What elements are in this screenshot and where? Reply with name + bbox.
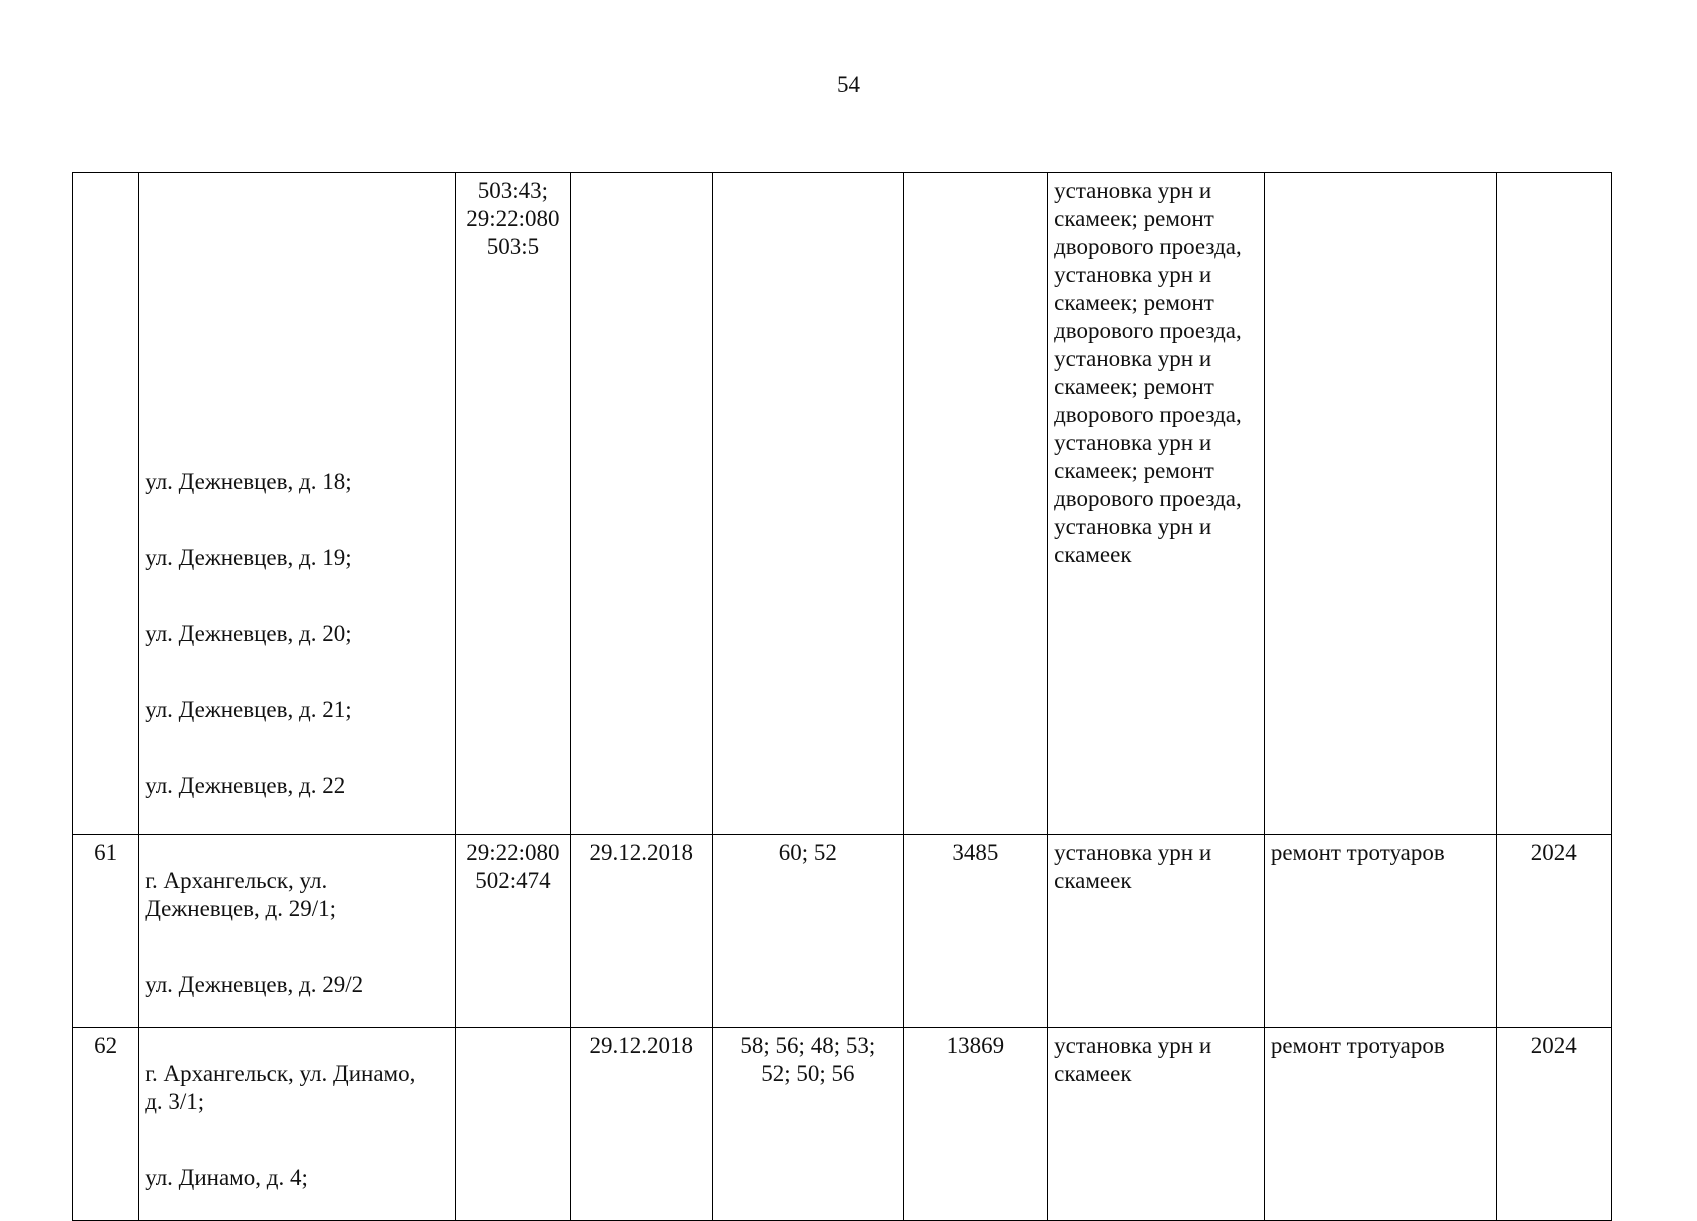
improvement-table: [72, 172, 1612, 1221]
date-cell: 29.12.2018: [570, 1028, 712, 1221]
address-line: г. Архангельск, ул. Дежневцев, д. 29/1;: [145, 868, 337, 921]
address-cell: [139, 173, 456, 835]
year-cell: 2024: [1496, 1028, 1611, 1221]
address-line: ул. Дежневцев, д. 21;: [145, 697, 352, 722]
values-cell: 60; 52: [713, 835, 904, 1028]
values-cell: [713, 173, 904, 835]
row-number-cell: 62: [73, 1028, 139, 1221]
row-number-cell: [73, 173, 139, 835]
page-number: 54: [837, 72, 860, 97]
date-cell: [570, 173, 712, 835]
address-line: ул. Дежневцев, д. 29/2: [145, 972, 364, 997]
address-line: ул. Дежневцев, д. 20;: [145, 621, 352, 646]
minimal-works-cell: установка урн и скамеек: [1048, 1028, 1265, 1221]
table-row: [73, 835, 1612, 1028]
address-line: ул. Динамо, д. 4;: [145, 1165, 308, 1190]
year-cell: 2024: [1496, 835, 1611, 1028]
address-cell: [139, 835, 456, 1028]
additional-works-cell: ремонт тротуаров: [1264, 1028, 1496, 1221]
additional-works-cell: ремонт тротуаров: [1264, 835, 1496, 1028]
address-line: г. Архангельск, ул. Динамо, д. 3/1;: [145, 1061, 416, 1114]
table-row: [73, 173, 1612, 835]
area-cell: 3485: [903, 835, 1047, 1028]
additional-works-cell: [1264, 173, 1496, 835]
cadastral-number-cell: 29:22:080 502:474: [456, 835, 570, 1028]
address-line: ул. Дежневцев, д. 22: [145, 773, 346, 798]
area-cell: 13869: [903, 1028, 1047, 1221]
minimal-works-cell: установка урн и скамеек; ремонт дворового проезда, установка урн и скамеек; ремонт дворового проезда, установка урн и скамеек; ремонт дворового проезда, установка урн и скамеек; ремонт дворового проезда, установка урн и скамеек: [1048, 173, 1265, 835]
table-row: [73, 1028, 1612, 1221]
address-cell: [139, 1028, 456, 1221]
date-cell: 29.12.2018: [570, 835, 712, 1028]
year-cell: [1496, 173, 1611, 835]
cadastral-number-cell: [456, 1028, 570, 1221]
address-line: ул. Дежневцев, д. 18;: [145, 469, 352, 494]
values-cell: 58; 56; 48; 53; 52; 50; 56: [713, 1028, 904, 1221]
minimal-works-cell: установка урн и скамеек: [1048, 835, 1265, 1028]
address-line: ул. Дежневцев, д. 19;: [145, 545, 352, 570]
area-cell: [903, 173, 1047, 835]
cadastral-number-cell: 503:43; 29:22:080 503:5: [456, 173, 570, 835]
row-number-cell: 61: [73, 835, 139, 1028]
